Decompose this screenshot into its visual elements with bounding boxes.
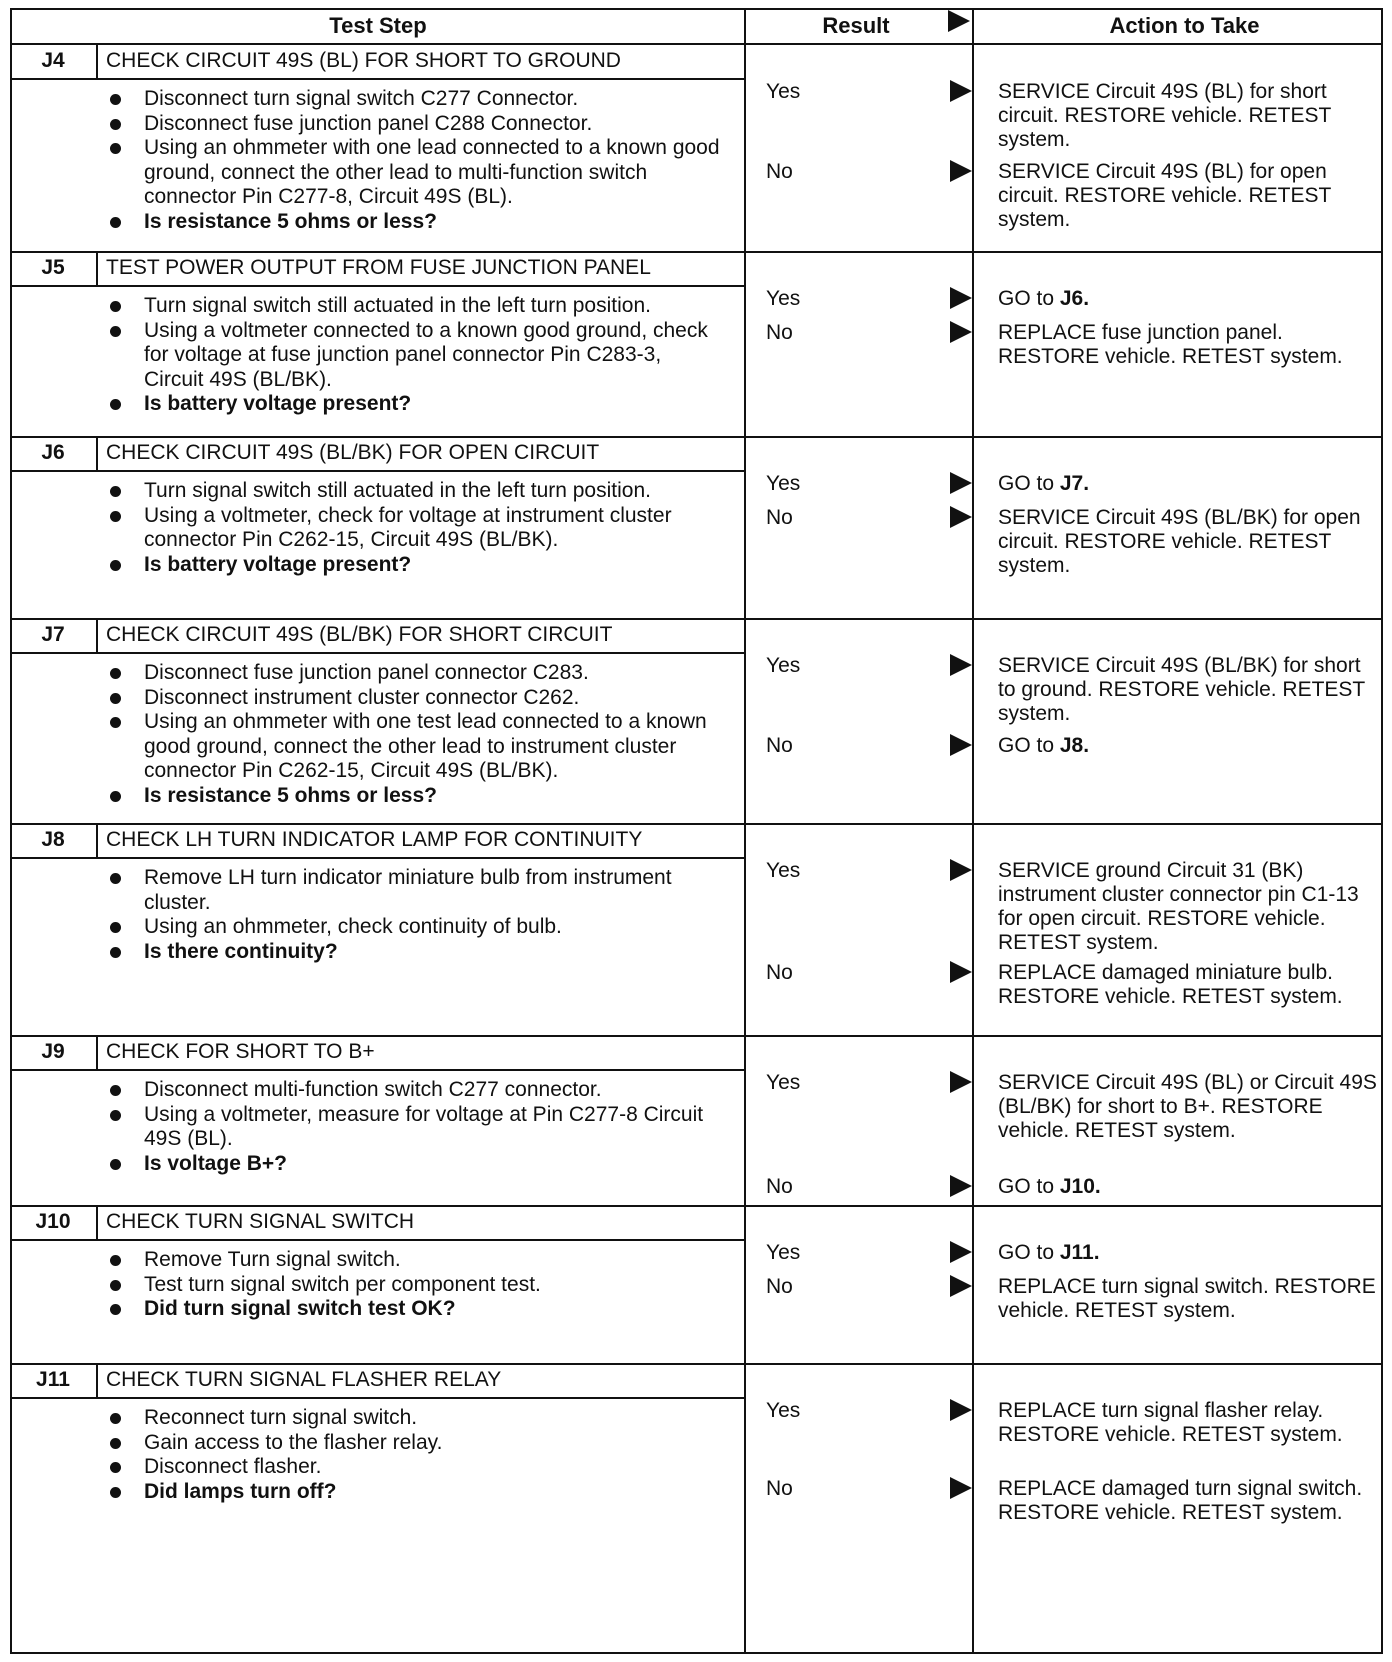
title-rule-j6 xyxy=(10,470,746,472)
action-j11-no: REPLACE damaged turn signal switch. RESTORE vehicle. RETEST system. xyxy=(998,1477,1363,1524)
result-arrow-icon xyxy=(950,654,972,676)
result-label-j11-no: No xyxy=(766,1477,793,1500)
row-rule-j9 xyxy=(10,1035,1383,1037)
step-code-j8: J8 xyxy=(41,828,65,851)
action-j4-yes: SERVICE Circuit 49S (BL) for short circuit. RESTORE vehicle. RETEST system. xyxy=(998,80,1331,151)
step-bullets-j11 xyxy=(102,1406,722,1504)
step-title-j6: CHECK CIRCUIT 49S (BL/BK) FOR OPEN CIRCUIT xyxy=(106,441,600,464)
result-arrow-icon xyxy=(950,961,972,983)
step-code-j6: J6 xyxy=(41,441,65,464)
action-j5-no: REPLACE fuse junction panel. RESTORE vehicle. RETEST system. xyxy=(998,321,1343,368)
border-top xyxy=(10,8,1383,10)
result-label-j8-yes: Yes xyxy=(766,859,801,882)
code-divider-j11 xyxy=(96,1363,98,1398)
step-code-j9: J9 xyxy=(41,1040,65,1063)
result-arrow-icon xyxy=(950,734,972,756)
result-label-j6-yes: Yes xyxy=(766,472,801,495)
row-rule-j8 xyxy=(10,823,1383,825)
bullet-item: Gain access to the flasher relay. xyxy=(102,1431,722,1456)
step-bullets-j6 xyxy=(102,479,722,577)
result-arrow-icon xyxy=(950,287,972,309)
row-rule-j6 xyxy=(10,436,1383,438)
row-rule-j11 xyxy=(10,1363,1383,1365)
result-arrow-icon xyxy=(950,859,972,881)
title-rule-j4 xyxy=(10,78,746,80)
result-label-j10-no: No xyxy=(766,1275,793,1298)
action-j7-no: GO to J8. xyxy=(998,734,1090,757)
bullet-item: Using an ohmmeter, check continuity of bulb. xyxy=(102,915,722,940)
result-label-j6-no: No xyxy=(766,506,793,529)
bullet-item: Turn signal switch still actuated in the left turn position. xyxy=(102,294,722,319)
step-code-j4: J4 xyxy=(41,49,65,72)
border-bottom xyxy=(10,1652,1383,1654)
code-divider-j8 xyxy=(96,823,98,858)
action-j7-yes: SERVICE Circuit 49S (BL/BK) for short to ground. RESTORE vehicle. RETEST system. xyxy=(998,654,1365,725)
header-result: Result xyxy=(822,13,890,38)
action-j6-yes: GO to J7. xyxy=(998,472,1090,495)
bullet-item: Using an ohmmeter with one lead connected to a known good ground, connect the other lead to multi-function switch connector Pin C277-8, Circuit 49S (BL). xyxy=(102,136,722,210)
code-divider-j5 xyxy=(96,251,98,286)
result-arrow-icon xyxy=(950,1175,972,1197)
step-code-j11: J11 xyxy=(36,1368,70,1391)
row-rule-j10 xyxy=(10,1205,1383,1207)
step-question-j5: Is battery voltage present? xyxy=(102,392,722,417)
header-rule xyxy=(10,43,1383,45)
step-code-j7: J7 xyxy=(41,623,65,646)
result-label-j5-no: No xyxy=(766,321,793,344)
bullet-item: Test turn signal switch per component test. xyxy=(102,1273,722,1298)
bullet-item: Reconnect turn signal switch. xyxy=(102,1406,722,1431)
action-j4-no: SERVICE Circuit 49S (BL) for open circuit. RESTORE vehicle. RETEST system. xyxy=(998,160,1331,231)
step-title-j8: CHECK LH TURN INDICATOR LAMP FOR CONTINUITY xyxy=(106,828,643,851)
header-arrow-icon xyxy=(948,10,970,32)
result-arrow-icon xyxy=(950,472,972,494)
step-title-j11: CHECK TURN SIGNAL FLASHER RELAY xyxy=(106,1368,502,1391)
result-arrow-icon xyxy=(950,1275,972,1297)
step-title-j10: CHECK TURN SIGNAL SWITCH xyxy=(106,1210,415,1233)
diagnostic-table xyxy=(10,8,1383,1654)
result-label-j9-yes: Yes xyxy=(766,1071,801,1094)
result-label-j9-no: No xyxy=(766,1175,793,1198)
title-rule-j9 xyxy=(10,1069,746,1071)
step-title-j7: CHECK CIRCUIT 49S (BL/BK) FOR SHORT CIRCUIT xyxy=(106,623,613,646)
col-divider-action xyxy=(972,8,974,1654)
result-label-j5-yes: Yes xyxy=(766,287,801,310)
action-j5-yes: GO to J6. xyxy=(998,287,1090,310)
result-label-j7-yes: Yes xyxy=(766,654,801,677)
title-rule-j7 xyxy=(10,652,746,654)
bullet-item: Disconnect instrument cluster connector C262. xyxy=(102,686,722,711)
bullet-item: Remove LH turn indicator miniature bulb from instrument cluster. xyxy=(102,866,722,915)
action-j8-yes: SERVICE ground Circuit 31 (BK) instrument cluster connector pin C1-13 for open circuit. RESTORE vehicle. RETEST system. xyxy=(998,859,1359,954)
goto-step-link: J11. xyxy=(1059,1241,1100,1264)
action-j9-no: GO to J10. xyxy=(998,1175,1101,1198)
action-j6-no: SERVICE Circuit 49S (BL/BK) for open circuit. RESTORE vehicle. RETEST system. xyxy=(998,506,1361,577)
step-question-j4: Is resistance 5 ohms or less? xyxy=(102,210,722,235)
goto-step-link: J8. xyxy=(1059,734,1090,757)
border-right xyxy=(1381,8,1383,1654)
result-label-j4-no: No xyxy=(766,160,793,183)
code-divider-j9 xyxy=(96,1035,98,1070)
goto-step-link: J10. xyxy=(1059,1175,1101,1198)
bullet-item: Disconnect multi-function switch C277 connector. xyxy=(102,1078,722,1103)
action-j10-yes: GO to J11. xyxy=(998,1241,1100,1264)
result-arrow-icon xyxy=(950,321,972,343)
header-action: Action to Take xyxy=(1109,13,1260,38)
bullet-item: Disconnect turn signal switch C277 Connector. xyxy=(102,87,722,112)
bullet-item: Using a voltmeter, check for voltage at instrument cluster connector Pin C262-15, Circuit 49S (BL/BK). xyxy=(102,504,722,553)
action-j10-no: REPLACE turn signal switch. RESTORE vehicle. RETEST system. xyxy=(998,1275,1376,1322)
title-rule-j11 xyxy=(10,1397,746,1399)
bullet-item: Disconnect flasher. xyxy=(102,1455,722,1480)
step-title-j9: CHECK FOR SHORT TO B+ xyxy=(106,1040,375,1063)
bullet-item: Remove Turn signal switch. xyxy=(102,1248,722,1273)
step-code-j10: J10 xyxy=(35,1210,71,1233)
step-question-j10: Did turn signal switch test OK? xyxy=(102,1297,722,1322)
step-bullets-j4 xyxy=(102,87,722,234)
step-question-j6: Is battery voltage present? xyxy=(102,553,722,578)
bullet-item: Disconnect fuse junction panel C288 Connector. xyxy=(102,112,722,137)
result-label-j7-no: No xyxy=(766,734,793,757)
step-bullets-j5 xyxy=(102,294,722,417)
title-rule-j8 xyxy=(10,857,746,859)
result-arrow-icon xyxy=(950,1071,972,1093)
bullet-item: Turn signal switch still actuated in the left turn position. xyxy=(102,479,722,504)
bullet-item: Using a voltmeter, measure for voltage at Pin C277-8 Circuit 49S (BL). xyxy=(102,1103,722,1152)
step-code-j5: J5 xyxy=(41,256,65,279)
header-test-step: Test Step xyxy=(329,13,427,38)
step-question-j11: Did lamps turn off? xyxy=(102,1480,722,1505)
result-arrow-icon xyxy=(950,80,972,102)
bullet-item: Using an ohmmeter with one test lead connected to a known good ground, connect the other lead to instrument cluster connector Pin C262-15, Circuit 49S (BL/BK). xyxy=(102,710,722,784)
result-label-j4-yes: Yes xyxy=(766,80,801,103)
code-divider-j10 xyxy=(96,1205,98,1240)
step-bullets-j7 xyxy=(102,661,722,808)
action-j9-yes: SERVICE Circuit 49S (BL) or Circuit 49S (BL/BK) for short to B+. RESTORE vehicle. RETEST system. xyxy=(998,1071,1377,1142)
step-question-j9: Is voltage B+? xyxy=(102,1152,722,1177)
step-title-j5: TEST POWER OUTPUT FROM FUSE JUNCTION PANEL xyxy=(106,256,651,279)
code-divider-j6 xyxy=(96,436,98,471)
step-bullets-j9 xyxy=(102,1078,722,1176)
code-divider-j4 xyxy=(96,44,98,79)
result-arrow-icon xyxy=(950,1477,972,1499)
col-divider-result xyxy=(744,8,746,1654)
action-j8-no: REPLACE damaged miniature bulb. RESTORE vehicle. RETEST system. xyxy=(998,961,1343,1008)
result-label-j8-no: No xyxy=(766,961,793,984)
step-question-j7: Is resistance 5 ohms or less? xyxy=(102,784,722,809)
result-arrow-icon xyxy=(950,160,972,182)
bullet-item: Disconnect fuse junction panel connector C283. xyxy=(102,661,722,686)
step-question-j8: Is there continuity? xyxy=(102,940,722,965)
step-bullets-j8 xyxy=(102,866,722,964)
action-j11-yes: REPLACE turn signal flasher relay. RESTORE vehicle. RETEST system. xyxy=(998,1399,1343,1446)
row-rule-j5 xyxy=(10,251,1383,253)
result-label-j11-yes: Yes xyxy=(766,1399,801,1422)
result-label-j10-yes: Yes xyxy=(766,1241,801,1264)
goto-step-link: J7. xyxy=(1059,472,1090,495)
result-arrow-icon xyxy=(950,506,972,528)
result-arrow-icon xyxy=(950,1241,972,1263)
row-rule-j7 xyxy=(10,618,1383,620)
bullet-item: Using a voltmeter connected to a known good ground, check for voltage at fuse junction panel connector Pin C283-3, Circuit 49S (BL/BK). xyxy=(102,319,722,393)
code-divider-j7 xyxy=(96,618,98,653)
goto-step-link: J6. xyxy=(1059,287,1090,310)
title-rule-j10 xyxy=(10,1239,746,1241)
step-bullets-j10 xyxy=(102,1248,722,1322)
title-rule-j5 xyxy=(10,285,746,287)
result-arrow-icon xyxy=(950,1399,972,1421)
step-title-j4: CHECK CIRCUIT 49S (BL) FOR SHORT TO GROUND xyxy=(106,49,621,72)
